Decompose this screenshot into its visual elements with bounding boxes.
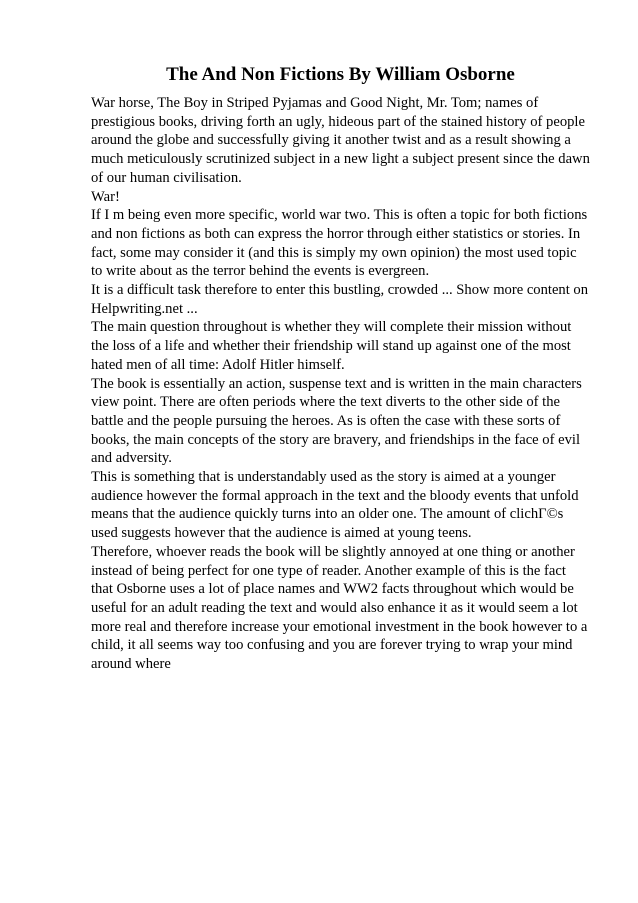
paragraph-main-question: The main question throughout is whether they will complete their mission without the loss of a life and whether their friendship will stand up against one of the most hated men of all time: Adolf Hitler himself.: [91, 319, 572, 373]
document-body: [91, 94, 590, 674]
paragraph-action-suspense: The book is essentially an action, suspense text and is written in the main characters view point. There are often periods where the text diverts to the other side of the battle and the people pursuing the heroes. As is often the case with these sorts of books, the main concepts of the story are bravery, and friendships in the face of evil and adversity.: [91, 375, 582, 467]
paragraph-difficult-task: It is a difficult task therefore to enter this bustling, crowded ... Show more content on Helpwriting.net ...: [91, 282, 589, 317]
paragraph-war: War!: [91, 188, 120, 205]
document-title: The And Non Fictions By William Osborne: [166, 64, 515, 85]
paragraph-specific: If I m being even more specific, world war two. This is often a topic for both fictions and non fictions as both can express the horror through either statistics or stories. In fact, some may consider it (and this is simply my own opinion) the most used topic to write about as the terror behind the events is evergreen.: [91, 207, 588, 280]
paragraph-intro: War horse, The Boy in Striped Pyjamas and Good Night, Mr. Tom; names of prestigious books, driving forth an ugly, hideous part of the stained history of people around the globe and successfully giving it another twist and as a result showing a much meticulously scrutinized subject in a new light a subject present since the dawn of our human civilisation.: [91, 95, 590, 186]
paragraph-audience: This is something that is understandably used as the story is aimed at a younger audience however the formal approach in the text and the bloody events that unfold means that the audience quickly turns into an older one. The amount of clichГ©s used suggests however that the audience is aimed at young teens.: [91, 469, 579, 542]
paragraph-therefore: Therefore, whoever reads the book will be slightly annoyed at one thing or another instead of being perfect for one type of reader. Another example of this is the fact that Osborne uses a lot of place names and WW2 facts throughout which would be useful for an adult reading the text and would also enhance it as it would seem a lot more real and therefore increase your emotional investment in the book however to a child, it all seems way too confusing and you are forever trying to wrap your mind around where: [91, 543, 588, 673]
